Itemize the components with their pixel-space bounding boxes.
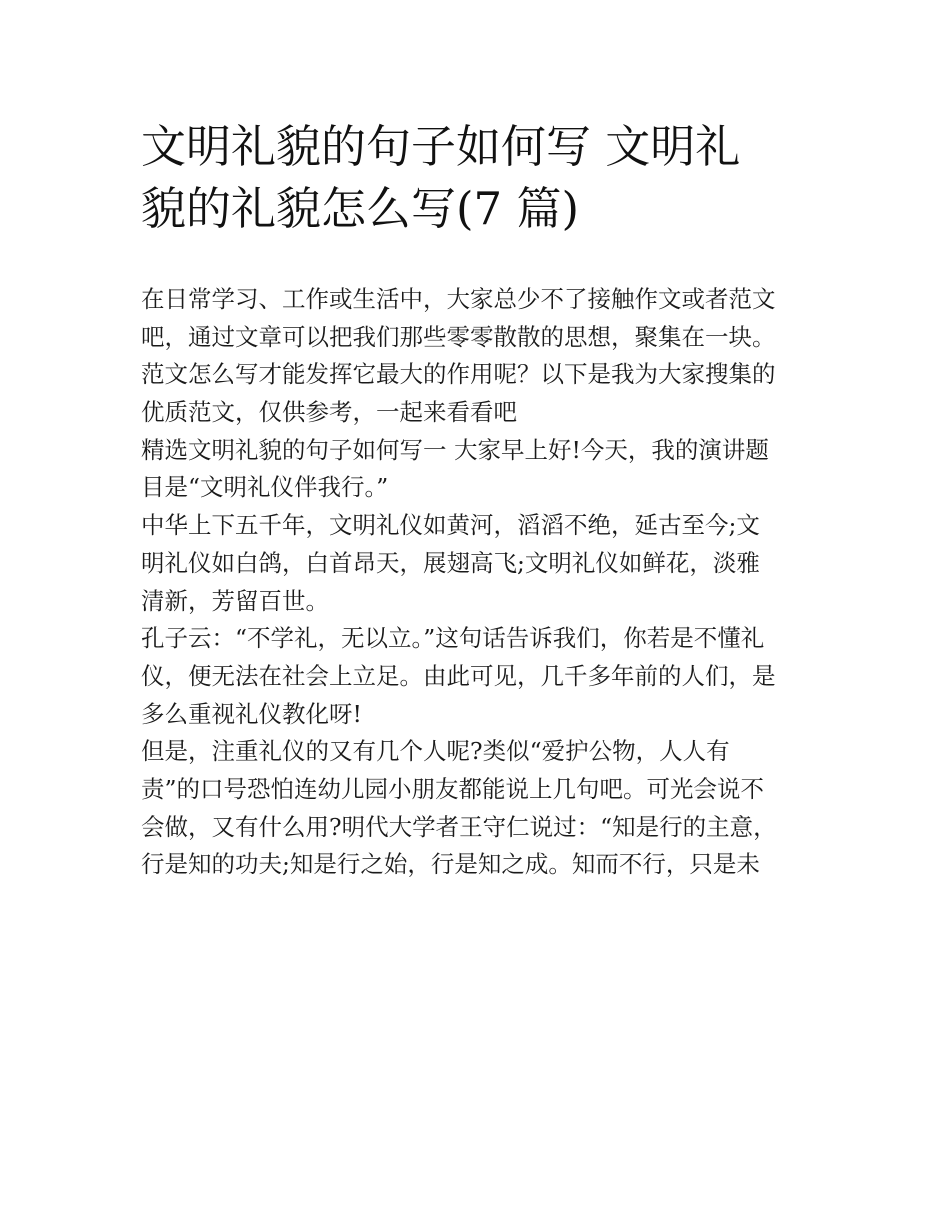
body-line: 目是“文明礼仪伴我行。”: [141, 473, 389, 502]
body-line: 范文怎么写才能发挥它最大的作用呢？以下是我为大家搜集的: [141, 360, 776, 389]
body-line: 多么重视礼仪教化呀!: [141, 699, 362, 728]
body-line: 吧，通过文章可以把我们那些零零散散的思想，聚集在一块。: [141, 322, 776, 351]
body-line: 优质范文，仅供参考，一起来看看吧: [141, 398, 517, 427]
document-title: [141, 116, 821, 240]
body-line: 中华上下五千年，文明礼仪如黄河，滔滔不绝，延古至今;文: [141, 511, 760, 540]
body-line: 孔子云：“不学礼，无以立。”这句话告诉我们，你若是不懂礼: [141, 624, 765, 653]
body-line: 仪，便无法在社会上立足。由此可见，几千多年前的人们，是: [141, 661, 776, 690]
body-line: 精选文明礼貌的句子如何写一 大家早上好!今天，我的演讲题: [141, 435, 769, 464]
body-line: 会做，又有什么用?明代大学者王守仁说过：“知是行的主意，: [141, 812, 777, 841]
body-line: 行是知的功夫;知是行之始，行是知之成。知而不行，只是未: [141, 850, 760, 879]
body-line: 明礼仪如白鸽，白首昂天，展翅高飞;文明礼仪如鲜花，淡雅: [141, 548, 760, 577]
title-line: 貌的礼貌怎么写(7 篇): [141, 182, 580, 235]
body-line: 在日常学习、工作或生活中，大家总少不了接触作文或者范文: [141, 285, 776, 313]
body-line: 清新，芳留百世。: [141, 586, 329, 615]
body-line: 责”的口号恐怕连幼儿园小朋友都能说上几句吧。可光会说不: [141, 774, 765, 803]
title-line: 文明礼貌的句子如何写 文明礼: [141, 120, 741, 173]
body-line: 但是，注重礼仪的又有几个人呢?类似“爱护公物，人人有: [141, 737, 730, 766]
document-body: [141, 281, 831, 884]
